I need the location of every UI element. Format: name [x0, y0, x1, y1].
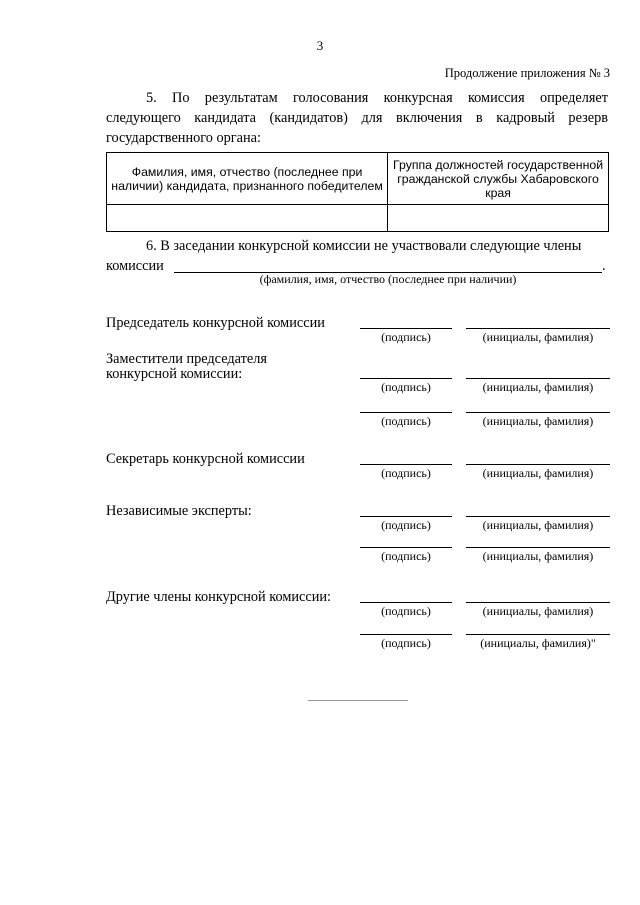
experts-label: Независимые эксперты: [106, 503, 252, 519]
initials-caption: (инициалы, фамилия) [482, 549, 594, 563]
secretary-label: Секретарь конкурсной комиссии [106, 451, 305, 467]
signature-caption: (подпись) [381, 518, 431, 532]
absent-members-caption: (фамилия, имя, отчество (последнее при наличии) [259, 272, 517, 286]
signature-line[interactable] [360, 412, 452, 413]
signature-caption: (подпись) [381, 636, 431, 650]
candidates-table [106, 152, 609, 232]
chair-label: Председатель конкурсной комиссии [106, 315, 325, 331]
paragraph-6: 6. В заседании конкурсной комиссии не участвовали следующие члены [146, 238, 582, 254]
initials-caption-last: (инициалы, фамилия)" [480, 636, 596, 650]
initials-line[interactable] [466, 547, 610, 548]
others-label: Другие члены конкурсной комиссии: [106, 589, 331, 605]
initials-caption: (инициалы, фамилия) [482, 330, 594, 344]
deputy-label-line2: конкурсной комиссии: [106, 366, 243, 382]
signature-line[interactable] [360, 516, 452, 517]
signature-line[interactable] [360, 378, 452, 379]
deputy-label [106, 352, 267, 382]
signature-line[interactable] [360, 328, 452, 329]
signature-line[interactable] [360, 602, 452, 603]
signature-line[interactable] [360, 547, 452, 548]
end-separator [308, 700, 408, 701]
page-number: 3 [316, 38, 324, 53]
p6-period: . [602, 258, 606, 274]
signature-caption: (подпись) [381, 380, 431, 394]
initials-line[interactable] [466, 464, 610, 465]
signature-caption: (подпись) [381, 330, 431, 344]
initials-line[interactable] [466, 634, 610, 635]
table-cell-name[interactable] [107, 205, 388, 232]
paragraph-5: 5. По результатам голосования конкурсная комиссия определяет следующего кандидата (кандидатов) для включения в кадровый резерв государственного органа: [106, 90, 608, 146]
signature-caption: (подпись) [381, 414, 431, 428]
initials-caption: (инициалы, фамилия) [482, 604, 594, 618]
initials-line[interactable] [466, 516, 610, 517]
initials-line[interactable] [466, 602, 610, 603]
continuation-note: Продолжение приложения № 3 [444, 66, 610, 80]
signature-caption: (подпись) [381, 549, 431, 563]
initials-line[interactable] [466, 378, 610, 379]
initials-line[interactable] [466, 328, 610, 329]
signature-line[interactable] [360, 634, 452, 635]
initials-caption: (инициалы, фамилия) [482, 466, 594, 480]
absent-members-line[interactable] [174, 257, 602, 273]
table-header-group: Группа должностей государственной гражданской службы Хабаровского края [388, 153, 609, 205]
table-header-name: Фамилия, имя, отчество (последнее при наличии) кандидата, признанного победителем [107, 153, 388, 205]
deputy-label-line1: Заместители председателя [106, 351, 267, 367]
initials-caption: (инициалы, фамилия) [482, 414, 594, 428]
p6-word-komissii: комиссии [106, 258, 164, 274]
signature-caption: (подпись) [381, 466, 431, 480]
initials-line[interactable] [466, 412, 610, 413]
table-row [107, 205, 609, 232]
signature-caption: (подпись) [381, 604, 431, 618]
initials-caption: (инициалы, фамилия) [482, 518, 594, 532]
table-cell-group[interactable] [388, 205, 609, 232]
signature-line[interactable] [360, 464, 452, 465]
table-header-row [107, 153, 609, 205]
initials-caption: (инициалы, фамилия) [482, 380, 594, 394]
